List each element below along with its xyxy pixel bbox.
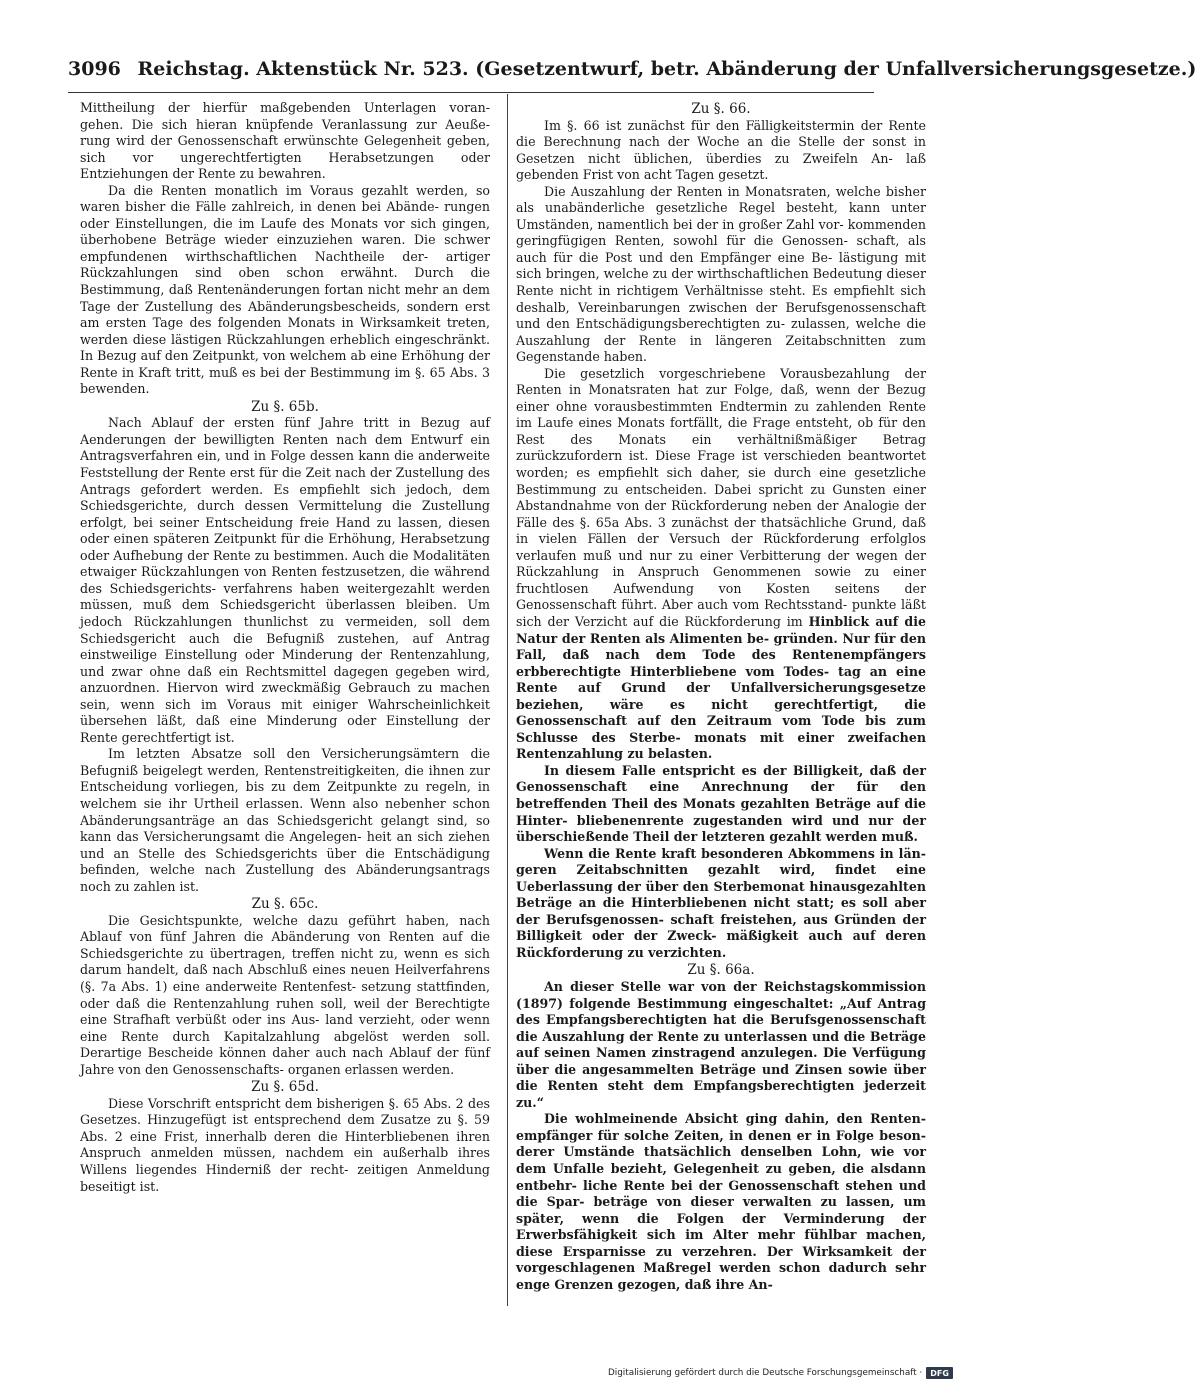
section-heading: Zu §. 65d. [251, 1079, 319, 1096]
dfg-logo: DFG [926, 1367, 953, 1379]
footer [608, 1366, 968, 1380]
page-header [68, 58, 1196, 88]
bold-passage: In diesem Falle entspricht es der Billigkeit, daß der Genossenschaft eine Anrechnung der für den betreffenden Theil des Monats gezahlten Beträge auf die Hinter- bliebenenrente zugestanden wird und nur der überschießende Theil der letzteren gezahlt werden muß. [516, 762, 926, 845]
column-divider [507, 94, 508, 1306]
section-heading: Zu §. 66. [691, 101, 751, 117]
paragraph: Im letzten Absatze soll den Versicherungsämtern die Befugniß beigelegt werden, Rentenstreitigkeiten, die ihnen zur Entscheidung vorliegen, bis zu dem Zeitpunkte zu regeln, in welchem sie ihr Urtheil erlassen. Wenn also nebenher schon Abänderungsanträge an das Schiedsgericht gelangt sind, so kann das Versicherungsamt die Angelegen- heit an sich ziehen und an Stelle des Schiedsgerichts über die Entschädigung befinden, welche nach Zustellung des Abänderungsantrags noch zu zahlen ist. [80, 746, 490, 894]
paragraph [516, 763, 926, 846]
header-rule [68, 92, 874, 93]
bold-passage: Hinblick auf die Natur der Renten als Alimenten be- gründen. Nur für den Fall, daß nach dem Tode des Rentenempfängers erbberechtigte Hinterbliebene vom Todes- tag an eine Rente auf Grund der Unfallversicherungsgesetze beziehen, wäre es nicht gerechtfertigt, die Genossenschaft auf den Zeitraum vom Tode bis zum Schlusse des Sterbe- monats mit einer zweifachen Rentenzahlung zu belasten. [516, 613, 926, 762]
paragraph [516, 1111, 926, 1293]
left-column [80, 100, 490, 1310]
paragraph [516, 979, 926, 1111]
section-heading: Zu §. 65c. [251, 896, 319, 913]
page-number: 3096 [68, 58, 121, 80]
paragraph [516, 846, 926, 962]
paragraph: Die Gesichtspunkte, welche dazu geführt haben, nach Ablauf von fünf Jahren die Abänderung von Renten auf die Schiedsgerichte zu übertragen, treffen nicht zu, wenn es sich darum handelt, daß nach Abschluß eines neuen Heilverfahrens (§. 7a Abs. 1) eine anderweite Rentenfest- setzung stattfinden, oder daß die Rentenzahlung ruhen soll, weil der Berechtigte eine Strafhaft verbüßt oder ins Aus- land verzieht, oder wenn eine Rente durch Kapitalzahlung abgelöst werden soll. Derartige Bescheide können daher auch nach Ablauf der fünf Jahre von den Genossenschafts- organen erlassen werden. [80, 912, 490, 1077]
bold-passage: An dieser Stelle war von der Reichstagskommission (1897) folgende Bestimmung eingeschaltet: „Auf Antrag des Empfangsberechtigten hat die Berufsgenossenschaft die Auszahlung der Rente zu unterlassen und die Beträge auf seinen Namen zinstragend anzulegen. Die Verfügung über die angesammelten Beträge und Zinsen sowie über die Renten steht dem Empfangsberechtigten jederzeit zu.“ [516, 978, 926, 1110]
paragraph-part: Die gesetzlich vorgeschriebene Vorausbezahlung der Renten in Monatsraten hat zur Folge, daß, wenn der Bezug einer ohne vorausbestimmten Endtermin zu zahlenden Rente im Laufe eines Monats fortfällt, die Frage entsteht, ob für den Rest des Monats ein verhältnißmäßiger Betrag zurückzufordern ist. Diese Frage ist verschieden beantwortet worden; es empfiehlt sich daher, sie durch eine gesetzliche Bestimmung zu entscheiden. Dabei spricht zu Gunsten einer Abstandnahme von der Rückforderung neben der Analogie der Fälle des §. 65a Abs. 3 zunächst der thatsächliche Grund, daß in vielen Fällen der Versuch der Rückforderung erfolglos verlaufen muß und nur zu einer Verbitterung der wegen der Rückzahlung in Anspruch Genommenen sowie zu einer fruchtlosen Aufwendung von Kosten seitens der Genossenschaft führt. Aber auch vom Rechtsstand- punkte läßt sich der Verzicht auf die Rückforderung im [516, 365, 926, 629]
right-column [516, 100, 926, 1310]
paragraph: Mittheilung der hierfür maßgebenden Unterlagen voran- gehen. Die sich hieran knüpfende Veranlassung zur Aeuße- rung wird der Genossenschaft erwünschte Gelegenheit geben, sich vor ungerechtfertigten Herabsetzungen oder Entziehungen der Rente zu bewahren. [80, 100, 490, 182]
paragraph: Die Auszahlung der Renten in Monatsraten, welche bisher als unabänderliche gesetzliche Regel besteht, kann unter Umständen, namentlich bei der in großer Zahl vor- kommenden geringfügigen Renten, sowohl für die Genossen- schaft, als auch für die Post und den Empfänger eine Be- lästigung mit sich bringen, welche zu der wirthschaftlichen Bedeutung dieser Rente nicht in richtigem Verhältnisse steht. Es empfiehlt sich deshalb, Vereinbarungen zwischen der Berufsgenossenschaft und den Entschädigungsberechtigten zu- zulassen, welche die Auszahlung der Rente in längeren Zeitabschnitten zum Gegenstande haben. [516, 183, 926, 365]
paragraph: Diese Vorschrift entspricht dem bisherigen §. 65 Abs. 2 des Gesetzes. Hinzugefügt ist entsprechend dem Zusatze zu §. 59 Abs. 2 eine Frist, innerhalb deren die Hinterbliebenen ihren Anspruch anmelden müssen, nachdem ein außerhalb ihres Willens liegendes Hinderniß der recht- zeitigen Anmeldung beseitigt ist. [80, 1095, 490, 1194]
paragraph [516, 366, 926, 763]
footer-credit: Digitalisierung gefördert durch die Deutsche Forschungsgemeinschaft · [608, 1368, 923, 1378]
section-heading: Zu §. 66a. [687, 962, 755, 979]
paragraph: Nach Ablauf der ersten fünf Jahre tritt in Bezug auf Aenderungen der bewilligten Renten nach dem Entwurf ein Antragsverfahren ein, und in Folge dessen kann die anderweite Feststellung der Rente erst für die Zeit nach der Zustellung des Antrags gefordert werden. Es empfiehlt sich jedoch, dem Schiedsgerichte, durch dessen Vermittelung die Zustellung erfolgt, bei seiner Entscheidung freie Hand zu lassen, diesen oder einen späteren Zeitpunkt für die Erhöhung, Herabsetzung oder Aufhebung der Rente zu bestimmen. Auch die Modalitäten etwaiger Rückzahlungen von Renten festzusetzen, die während des Schiedsgerichts- verfahrens haben weitergezahlt werden müssen, muß dem Schiedsgericht überlassen bleiben. Um jedoch Rückzahlungen thunlichst zu vermeiden, soll dem Schiedsgericht auch die Befugniß zustehen, auf Antrag einstweilige Einstellung oder Minderung der Rentenzahlung, und zwar ohne daß ein Rechtsmittel dagegen gegeben wird, anzuordnen. Hiervon wird zweckmäßig Gebrauch zu machen sein, wenn sich im Voraus mit einiger Wahrscheinlichkeit übersehen läßt, daß eine Minderung oder Einstellung der Rente gerechtfertigt ist. [80, 415, 490, 745]
bold-passage: Die wohlmeinende Absicht ging dahin, den Renten- empfänger für solche Zeiten, in denen er in Folge beson- derer Umstände thatsächlich denselben Lohn, wie vor dem Unfalle bezieht, Gelegenheit zu geben, die alsdann entbehr- liche Rente bei der Genossenschaft stehen und die Spar- beträge von dieser verwalten zu lassen, um später, wenn die Folgen der Verminderung der Erwerbsfähigkeit sich im Alter mehr fühlbar machen, diese Ersparnisse zu verzehren. Der Wirksamkeit der vorgeschlagenen Maßregel werden schon dadurch sehr enge Grenzen gezogen, daß ihre An- [516, 1111, 926, 1292]
bold-passage: Wenn die Rente kraft besonderen Abkommens in län- geren Zeitabschnitten gezahlt wird, findet eine Ueberlassung der über den Sterbemonat hinausgezahlten Beträge an die Hinterbliebenen nicht statt; es soll aber der Berufsgenossen- schaft freistehen, aus Gründen der Billigkeit oder der Zweck- mäßigkeit auch auf deren Rückforderung zu verzichten. [516, 845, 926, 960]
header-title: Reichstag. Aktenstück Nr. 523. (Gesetzentwurf, betr. Abänderung der Unfallversicherungsgesetze.) [137, 58, 1196, 80]
section-heading: Zu §. 65b. [251, 398, 319, 415]
paragraph: Im §. 66 ist zunächst für den Fälligkeitstermin der Rente die Berechnung nach der Woche an die Stelle der sonst in Gesetzen nicht üblichen, überdies zu Zweifeln An- laß gebenden Frist von acht Tagen gesetzt. [516, 117, 926, 183]
paragraph: Da die Renten monatlich im Voraus gezahlt werden, so waren bisher die Fälle zahlreich, in denen bei Abände- rungen oder Einstellungen, die im Laufe des Monats vor sich gingen, überhobene Beträge wieder einzuziehen waren. Die schwer empfundenen wirthschaftlichen Nachtheile der- artiger Rückzahlungen sind oben schon erwähnt. Durch die Bestimmung, daß Rentenänderungen fortan nicht mehr an dem Tage der Zustellung des Abänderungsbescheids, sondern erst am ersten Tage des folgenden Monats in Wirksamkeit treten, werden diese lästigen Rückzahlungen erheblich eingeschränkt. In Bezug auf den Zeitpunkt, von welchem ab eine Erhöhung der Rente in Kraft tritt, muß es bei der Bestimmung im §. 65 Abs. 3 bewenden. [80, 182, 490, 397]
